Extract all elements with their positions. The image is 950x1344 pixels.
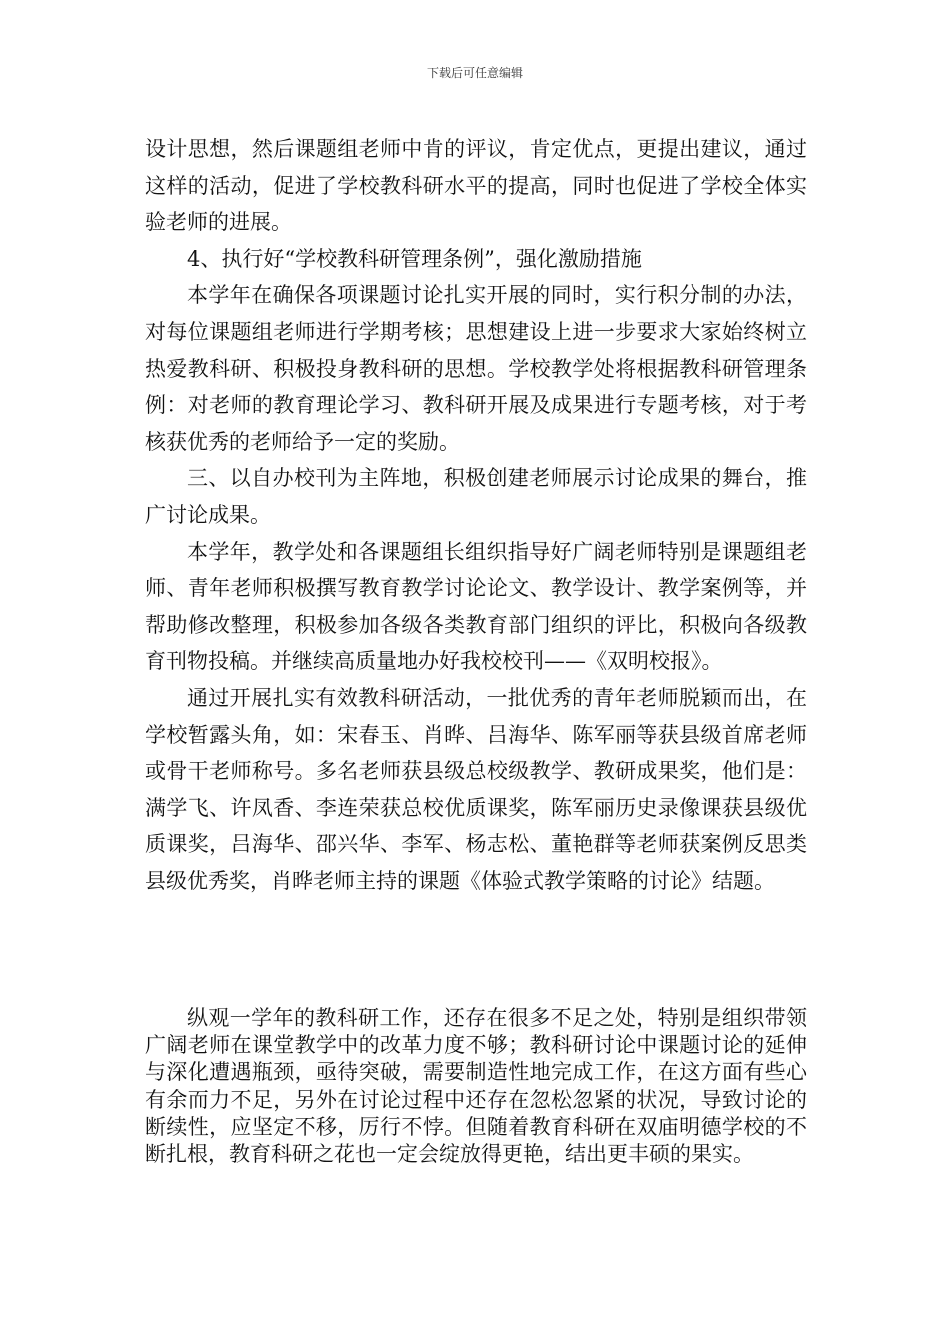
paragraph-4: 三、以自办校刊为主阵地，积极创建老师展示讨论成果的舞台，推广讨论成果。	[145, 466, 807, 527]
paragraph-7: 纵观一学年的教科研工作，还存在很多不足之处，特别是组织带领广阔老师在课堂教学中的改革力度不够；教科研讨论中课题讨论的延伸与深化遭遇瓶颈，亟待突破，需要制造性地完成工作，在这方面有些心有余而力不足，另外在讨论过程中还存在忽松忽紧的状况，导致讨论的断续性，应坚定不移，厉行不悖。但随着教育科研在双庙明德学校的不断扎根，教育科研之花也一定会绽放得更艳，结出更丰硕的果实。	[145, 1006, 807, 1167]
paragraph-3: 本学年在确保各项课题讨论扎实开展的同时，实行积分制的办法，对每位课题组老师进行学期考核；思想建设上进一步要求大家始终树立热爱教科研、积极投身教科研的思想。学校教学处将根据教科研管理条例：对老师的教育理论学习、教科研开展及成果进行专题考核，对于考核获优秀的老师给予一定的奖励。	[145, 283, 807, 454]
paragraph-2: 4、执行好“学校教科研管理条例”，强化激励措施	[187, 246, 642, 271]
document-body	[145, 131, 807, 899]
paragraph-1: 设计思想，然后课题组老师中肯的评议，肯定优点，更提出建议，通过这样的活动，促进了学校教科研水平的提高，同时也促进了学校全体实验老师的进展。	[145, 137, 807, 235]
closing-section	[145, 1005, 807, 1168]
paragraph-6: 通过开展扎实有效教科研活动，一批优秀的青年老师脱颖而出，在学校暂露头角，如：宋春玉、肖晔、吕海华、陈军丽等获县级首席老师或骨干老师称号。多名老师获县级总校级教学、教研成果奖，他们是：满学飞、许凤香、李连荣获总校优质课奖，陈军丽历史录像课获县级优质课奖，吕海华、邵兴华、李军、杨志松、董艳群等老师获案例反思类县级优秀奖，肖晔老师主持的课题《体验式教学策略的讨论》结题。	[145, 685, 807, 893]
header-note: 下载后可任意编辑	[426, 66, 523, 80]
paragraph-5: 本学年，教学处和各课题组长组织指导好广阔老师特别是课题组老师、青年老师积极撰写教育教学讨论论文、教学设计、教学案例等，并帮助修改整理，积极参加各级各类教育部门组织的评比，积极向各级教育刊物投稿。并继续高质量地办好我校校刊——《双明校报》。	[145, 539, 807, 674]
